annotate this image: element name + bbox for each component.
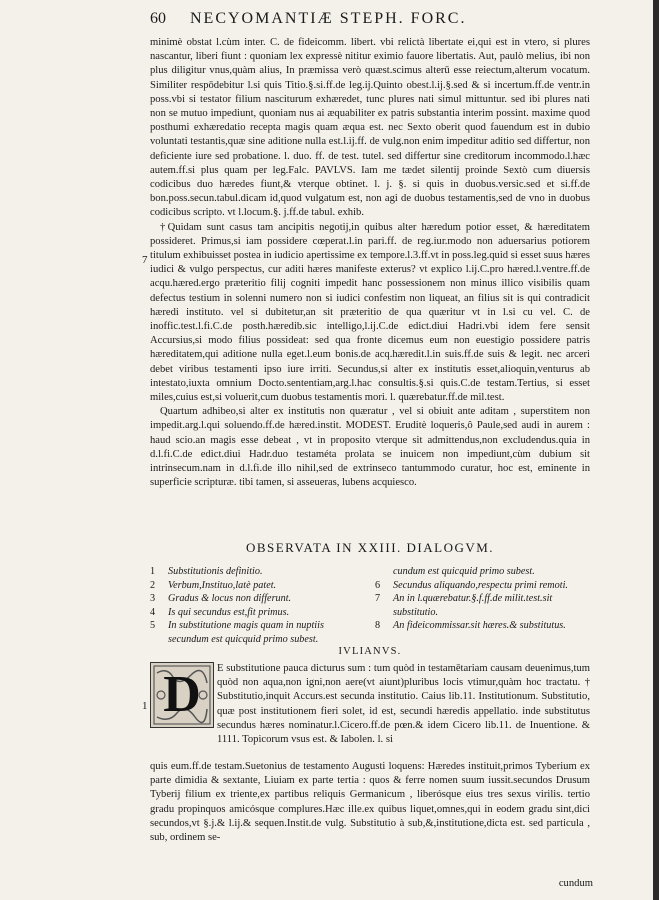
initial-letter: D	[163, 666, 201, 723]
paragraph-4: E substitutione pauca dicturus sum : tum quòd in testamētariam causam deuenimus,tum quòd non aqua,non igni,non aere(vt aiunt)pluribus locis vtimur,quàm hoc tractatu. † Substitutio,inquit Accurs.est secunda institutio. Caius lib.11. Institutionum. Substitutio, quæ post institutionem fieri solet, id est, secundi hæredis appellatio. inde substitutus secundus hæres nominatur.l.Cicero.ff.de pœn.& idem Cicero lib.11. de Inuentione. & 1111. Topicorum vsus est. & Iabolen. l. si	[217, 663, 590, 746]
page-number: 60	[150, 10, 166, 27]
summary-item: 2 Verbum,Instituo,latè patet.	[150, 579, 277, 591]
summary-left-column	[150, 565, 365, 647]
main-text	[150, 36, 590, 491]
summary-item: 8 An fideicommissar.sit hæres.& substitutus.	[375, 620, 566, 632]
summary-item: cundum est quicquid primo subest.	[393, 566, 535, 577]
paragraph-1: minimè obstat l.cùm inter. C. de fideicomm. libert. vbi relictà libertate ei,qui est in vtero, si plures nascantur, liberi fiunt : quoniam lex expressè nititur eximio fauore libertatis. Aut, paulò melius, ibi non plus diligitur vnus,quàm alius, In præmissa verò quæst.scimus alterū esse reiectum,alterum vocatum. Similiter respōdebitur l.si quis Titio.§.si.ff.de leg.ij.Quinto obest.l.ij.§.sed & si incertum.ff.de ventr.in poss.vbi si testator filium nasciturum exhæredet, tunc plures nati simul mittuntur. sed ibi plures nati non se mutuo impediunt, quoniam nus ai æquabiliter ex patris substantia interim possint. maxime quod posthumi exhæredatio recepta magis quam æqua est. nec Sexto oberit quod fauendum est in dubio voluntati testantis,quæ sine aditione nulla est.l.ij.ff. de vulg.non enim impeditur aditio sed differtur, non deficiente iure sed probatione. l. duo. ff. de test. tutel. sed differtur sine creditorum incommodo.l.hæc autem.ff.si plus quam per leg.Falc. PAVLVS. Iam me tædet silentij proinde Sextò cum diuersis codicibus duo hæredes fiunt,& vterque obtinet. l. j. §. si quis in duobus.versic.sed et si.ff.de bon.poss.secun.tabul.dicam id,quod vulgatum est, non agi de duobus testamentis,sed de vno in duobus codicibus scripto. vt l.locum.§. j.ff.de tabul. exhib.	[150, 37, 590, 219]
running-title: NECYOMANTIÆ STEPH. FORC.	[190, 10, 467, 27]
catchword: cundum	[558, 878, 593, 889]
observata-heading: OBSERVATA IN XXIII. DIALOGVM.	[245, 540, 495, 555]
summary-item: 3 Gradus & locus non differunt.	[150, 593, 292, 605]
summary-item: 1 Substitutionis definitio.	[150, 566, 263, 577]
marginal-number: 1	[142, 700, 148, 712]
paragraph-5: quis eum.ff.de testam.Suetonius de testamento Augusti loquens: Hæredes instituit,primos Tyberium ex parte dimidia & sextante, Liuiam ex parte tertia : quos & ferre nomen suum iussit.secundos Drusum Tyberij filium ex triente,ex partibus reliquis Germanicum , liberósque eius tres sexus virilis. tertio gradu propinquos amicósque complures.Hæc ille.ex quibus liquet,omnes,qui in eodem gradu sint,dici secundos,vt §.j.& l.ij.& sequen.Instit.de vulg. Substitutio à sub,&,institutione,dicta est. sed particula , sub, ordinem se-	[150, 761, 590, 844]
summary-item: 6 Secundus aliquando,respectu primi remoti.	[375, 579, 568, 591]
paragraph-3: Quartum adhibeo,si alter ex institutis non quæratur , vel si obiuit ante aditam , superstitem non impedit.arg.l.qui soluendo.ff.de hæred.instit. MODEST. Eruditè loqueris,ô Paule,sed audi in aurem : haud scio.an magis esse debeat , vt in proposito vterque sit admittendus,non excludendus.quia in d.l.fi.C.de edict.diui Hadr.duo testaméta prolata se inuicem non impediunt,cùm dubium sit intrinsecum.nam in d.l.fi.de illo nihil,sed de extrinseco tantummodo curatur, hoc est, eminente in superficie scripturæ. tibi tamen, si asseueras, lubens acquiesco.	[150, 406, 590, 489]
text-beside-initial	[217, 662, 590, 747]
speaker-name: IVLIANVS.	[338, 646, 402, 657]
summary-item: 7 An in l.quærebatur.§.f.ff.de milit.test.sit substitutio.	[375, 593, 553, 618]
decorated-initial	[150, 662, 214, 728]
page-header	[150, 10, 590, 32]
marginal-number: 7	[142, 254, 148, 266]
summary-right-column	[375, 565, 590, 633]
paragraph-2: †Quidam sunt casus tam ancipitis negotij,in quibus alter hæredum potior esset, & hæreditatem possideret. Primus,si iam possidere cœperat.l.in pari.ff. de reg.iur.modo non aduersarius potiorem titulum exhibuisset postea in iudicio apertissime ex tempore.l.3.ff.vt in poss.leg.quid si esset suus hæres iudici & vulgo perspectus, cur aditi hæres manifeste exterus? vt explico l.ij.C.pro hæred.l.ventre.ff.de acqu.hæred.ergo præteritio filij cogniti impedit hanc possessionem non minus illico visibilis quam defectus testium in solenni numero non si iudici confestim non liqueat, an filius sit is qui contradicit hæredi instituto. vel si dubitetur,an sit præteritio de qua quæritur vt in l.si cu vel. C. de inoffic.test.l.fi.C.de posth.hæredib.sic intelligo,l.ij.C.de edict.diui Hadri.vbi idem fere sensit Accursius,si modo filius possideat: sed qua fronte dicemus eum non euestigio possidere patris hæreditatem,qui aditione nulla eget.l.eum bonis.de acq.hæredit.l.in suis.ff.de suis & legit. nec arceri debet viribus testamenti ipso iure irriti. Secundus,si alter ex institutis esset,alioquin,venturus ab intestato,iuxta omnium Docto.sententiam,arg.l.hac consultis.§.si quis.C.de testam.Tertius, si esset miles,cuius est,si voluerit,cum duobus testamentis mori. l. quærebatur.ff.de mil.test.	[150, 221, 590, 404]
summary-item: 5 In substitutione magis quam in nuptiis secundum est quicquid primo subest.	[150, 620, 324, 645]
summary-item: 4 Is qui secundus est,fit primus.	[150, 606, 290, 618]
page-edge-shadow	[653, 0, 659, 900]
text-below-initial	[150, 760, 590, 845]
